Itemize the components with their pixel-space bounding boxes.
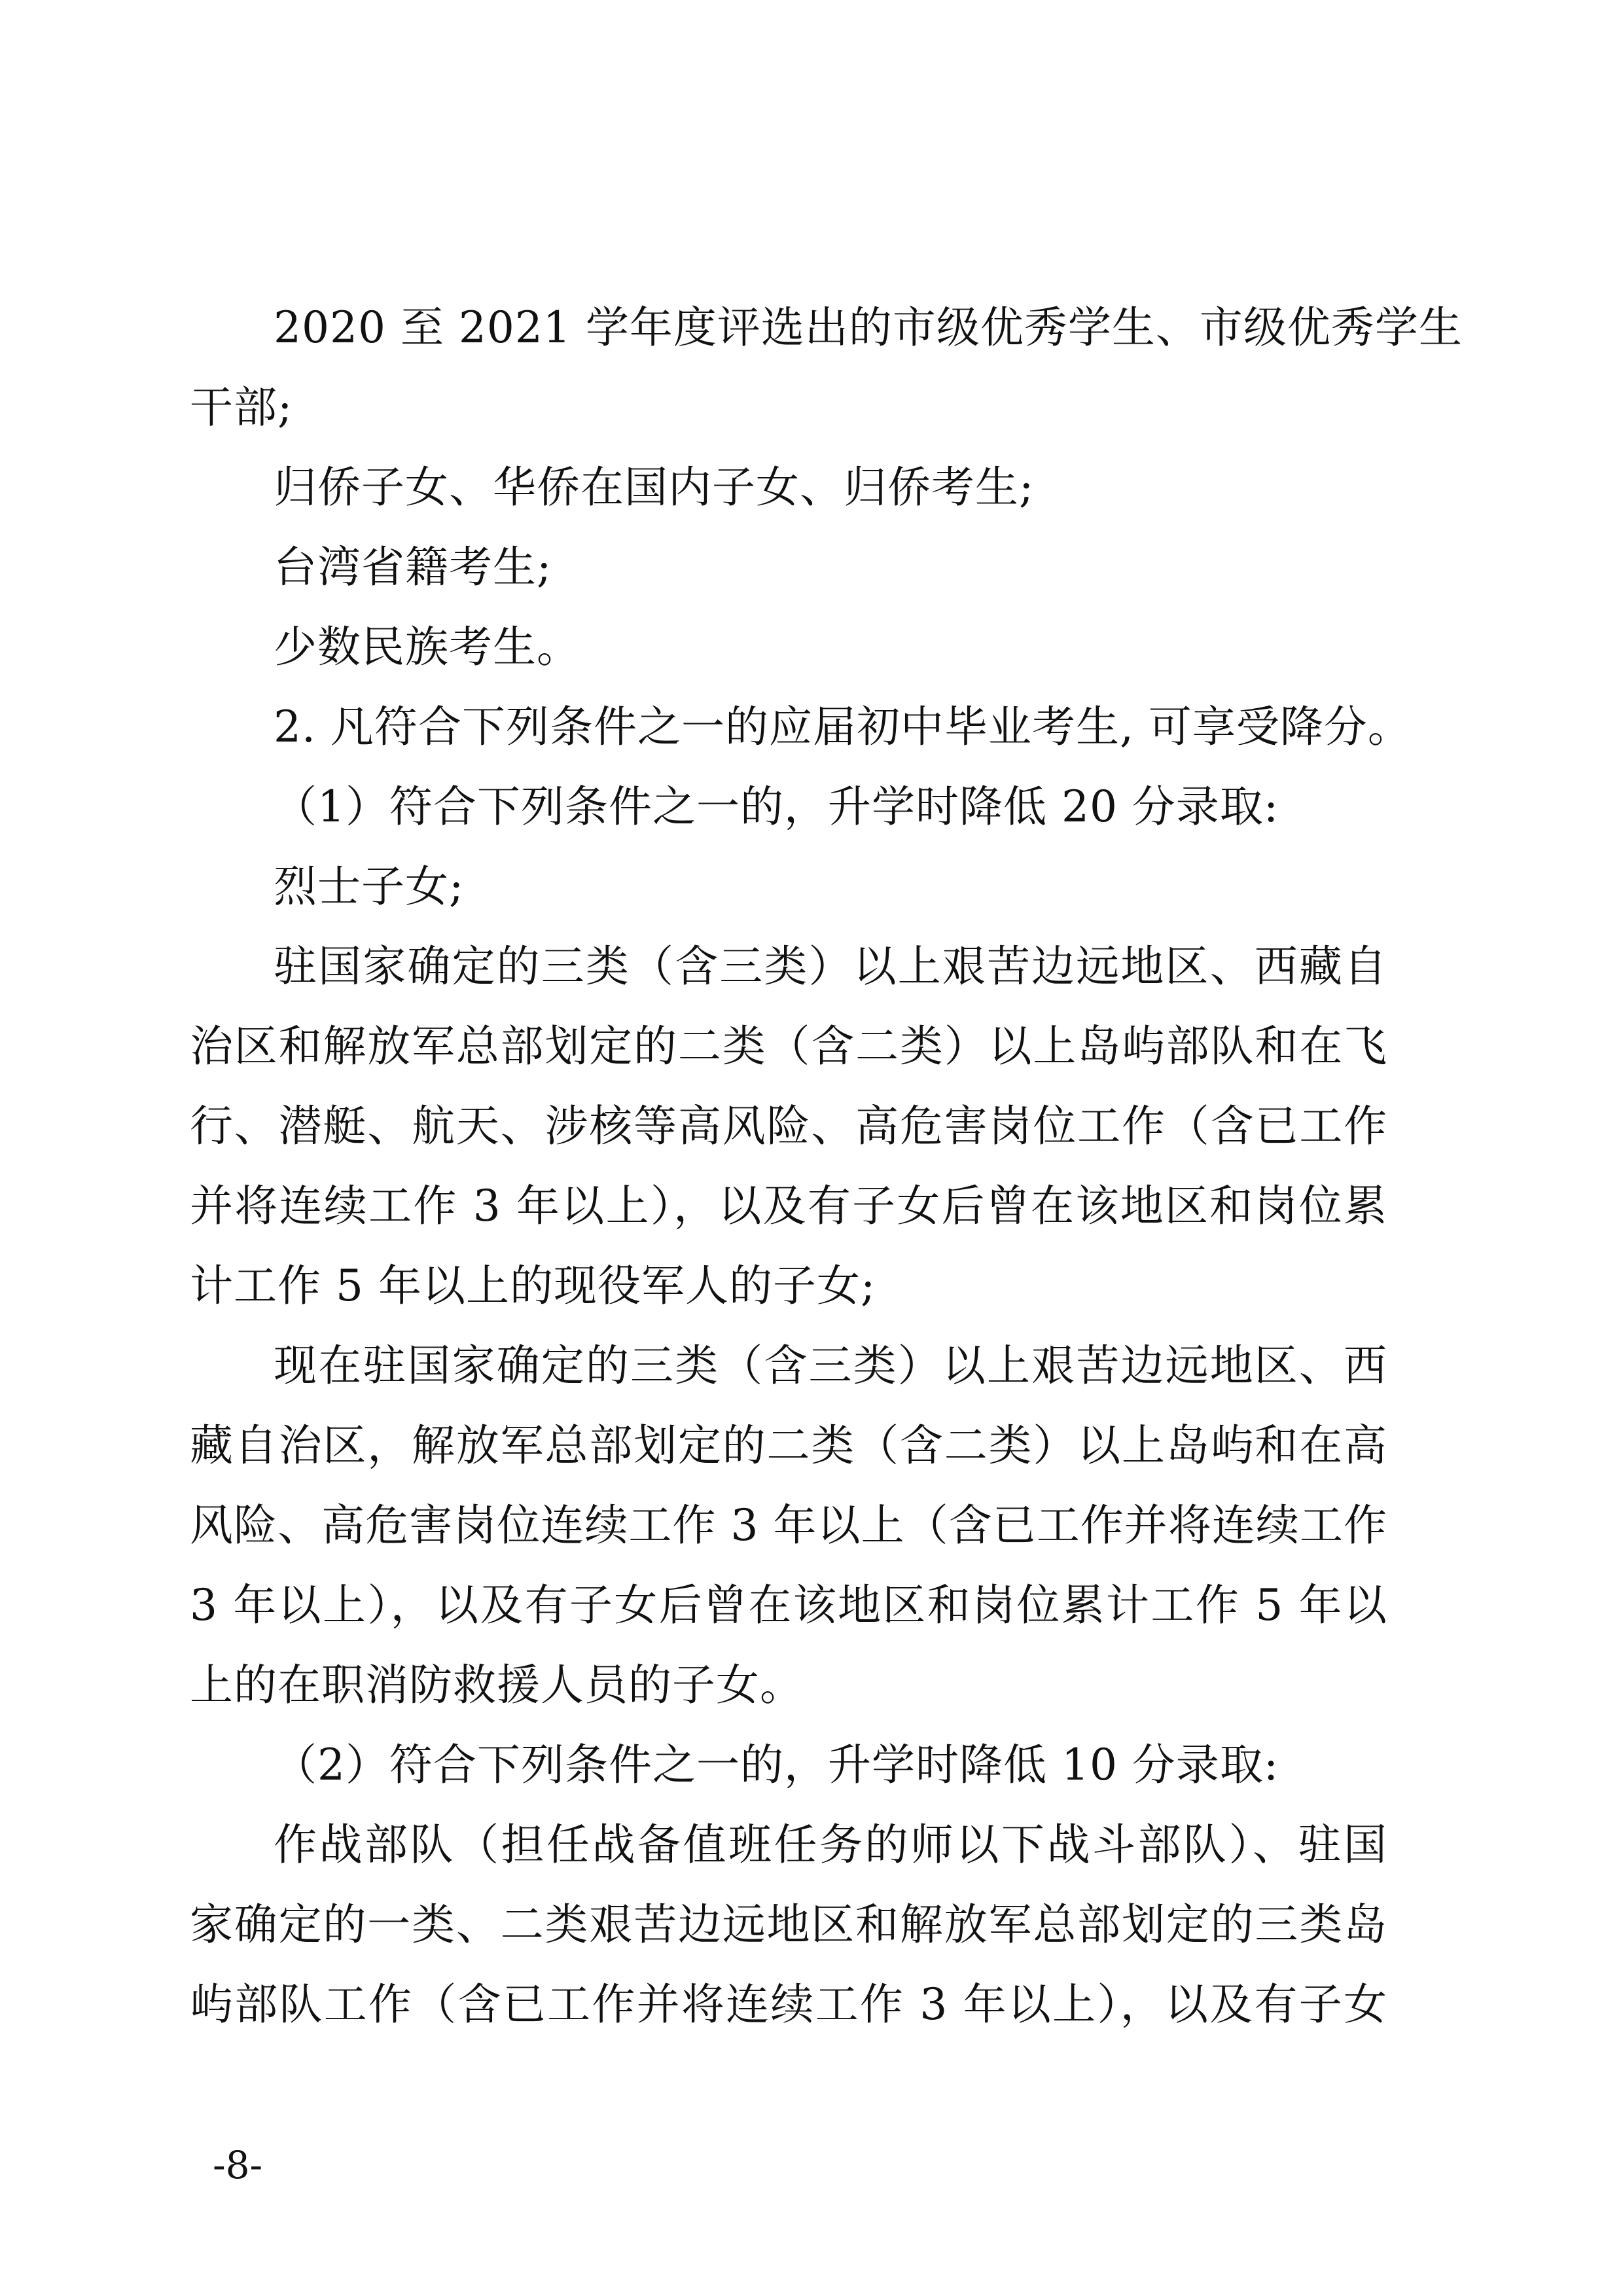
text-line: （1）符合下列条件之一的，升学时降低 20 分录取:	[274, 781, 1279, 832]
text-line: 归侨子女、华侨在国内子女、归侨考生;	[274, 462, 1035, 512]
text-line: 烈士子女;	[274, 861, 465, 912]
text-line: 2. 凡符合下列条件之一的应届初中毕业考生, 可享受降分。	[274, 702, 1412, 752]
text-line: 驻国家确定的三类（含三类）以上艰苦边远地区、西藏自	[274, 941, 1387, 992]
text-line: 上的在职消防救援人员的子女。	[190, 1660, 804, 1710]
text-line: （2）符合下列条件之一的，升学时降低 10 分录取:	[274, 1740, 1279, 1790]
text-line: 2020 至 2021 学年度评选出的市级优秀学生、市级优秀学生	[274, 302, 1463, 353]
text-line: 治区和解放军总部划定的二类（含二类）以上岛屿部队和在飞	[190, 1021, 1387, 1071]
text-line: 风险、高危害岗位连续工作 3 年以上（含已工作并将连续工作	[190, 1500, 1387, 1551]
text-line: 作战部队（担任战备值班任务的师以下战斗部队）、驻国	[274, 1820, 1387, 1870]
text-line: 少数民族考生。	[274, 622, 580, 672]
text-line: 计工作 5 年以上的现役军人的子女;	[190, 1261, 876, 1311]
text-line: 干部;	[190, 382, 293, 433]
text-line: 3 年以上），以及有子女后曾在该地区和岗位累计工作 5 年以	[190, 1580, 1387, 1630]
body-text	[190, 288, 1463, 2045]
text-line: 行、潜艇、航天、涉核等高风险、高危害岗位工作（含已工作	[190, 1101, 1387, 1151]
page-number: -8-	[213, 2143, 263, 2187]
text-line: 藏自治区，解放军总部划定的二类（含二类）以上岛屿和在高	[190, 1420, 1387, 1471]
text-line: 并将连续工作 3 年以上），以及有子女后曾在该地区和岗位累	[190, 1181, 1387, 1231]
text-line: 屿部队工作（含已工作并将连续工作 3 年以上），以及有子女	[190, 1979, 1387, 2030]
text-line: 家确定的一类、二类艰苦边远地区和解放军总部划定的三类岛	[190, 1899, 1387, 1950]
text-line: 台湾省籍考生;	[274, 542, 552, 592]
text-line: 现在驻国家确定的三类（含三类）以上艰苦边远地区、西	[274, 1340, 1387, 1391]
